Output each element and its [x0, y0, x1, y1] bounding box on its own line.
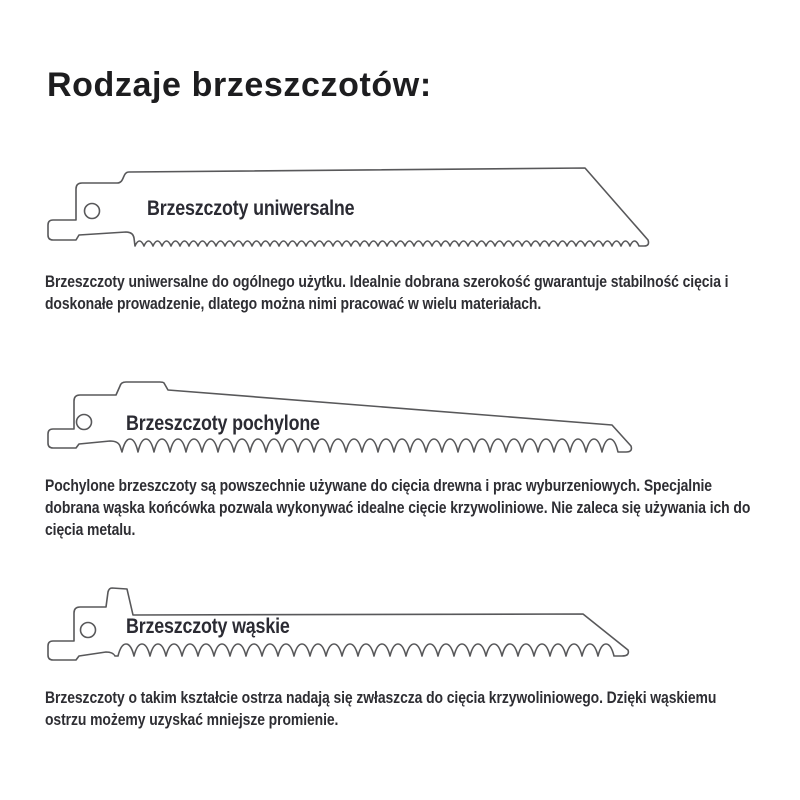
universal-blade-figure	[42, 158, 662, 268]
tapered-blade-description: Pochylone brzeszczoty są powszechnie używane do cięcia drewna i prac wyburzeniowych. Specjalnie dobrana wąska końcówka pozwala wykonywać idealne cięcie krzywoliniowe. Nie zaleca się używania ich do cięcia metalu.	[45, 476, 751, 539]
blade-label-narrow: Brzeszczoty wąskie	[126, 615, 290, 638]
blade-mount-hole	[77, 415, 92, 430]
blade-label-tapered: Brzeszczoty pochylone	[126, 412, 320, 435]
page-title: Rodzaje brzeszczotów:	[47, 66, 432, 104]
narrow-blade-description: Brzeszczoty o takim kształcie ostrza nadają się zwłaszcza do cięcia krzywoliniowego. Dzięki wąskiemu ostrzu możemy uzyskać mniejsze promienie.	[45, 688, 717, 729]
tapered-blade-figure	[42, 366, 662, 476]
blade-mount-hole	[85, 204, 100, 219]
universal-blade-description: Brzeszczoty uniwersalne do ogólnego użytku. Idealnie dobrana szerokość gwarantuje stabilność cięcia i doskonałe prowadzenie, dlatego można nimi pracować w wielu materiałach.	[45, 272, 729, 313]
blade-mount-hole	[81, 623, 96, 638]
blade-label-universal: Brzeszczoty uniwersalne	[147, 197, 355, 220]
narrow-blade-figure	[42, 578, 662, 688]
